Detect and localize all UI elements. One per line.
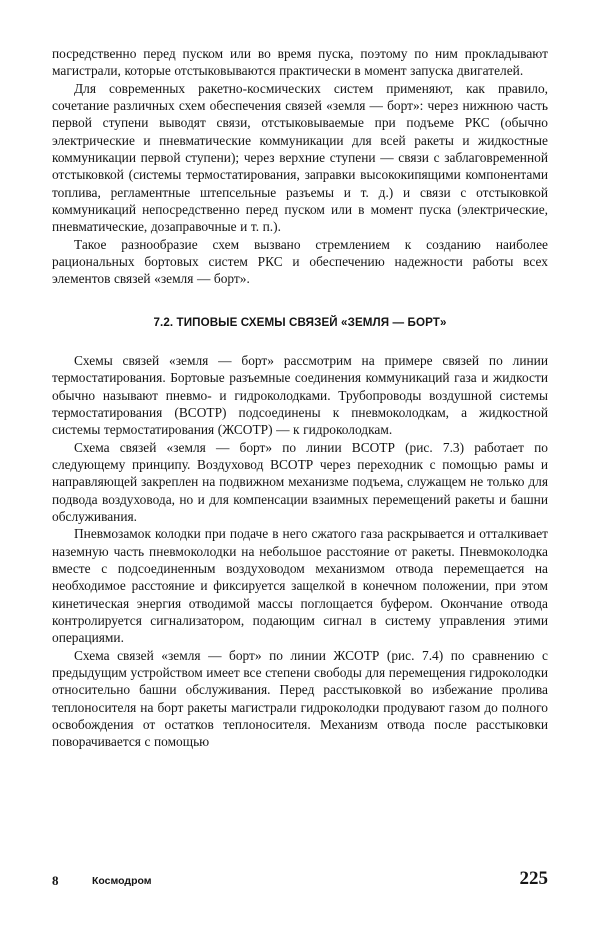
page-footer: [52, 868, 548, 892]
signature-number: 8: [52, 873, 59, 888]
paragraph-3: Такое разнообразие схем вызвано стремлением к созданию наиболее рациональных бортовых систем РКС и обеспечению надежности работы всех элементов связей «земля — борт».: [52, 236, 548, 287]
section-heading: 7.2. ТИПОВЫЕ СХЕМЫ СВЯЗЕЙ «ЗЕМЛЯ — БОРТ»: [153, 315, 447, 329]
paragraph-2: Для современных ракетно-космических систем применяют, как правило, сочетание различных схем обеспечения связей «земля — борт»: через нижнюю часть первой ступени выводят связи, отстыковываемые при подъеме РКС (обычно электрические и пневматические коммуникации для всей ракеты и жидкостные коммуникации первой ступени); через верхние ступени — связи с заблаговременной отстыковкой (системы термостатирования, заправки высококипящими компонентами топлива, регламентные штепсельные разъемы и т. д.) и связи с отстыковкой коммуникаций непосредственно перед пуском или в момент пуска (электрические, пневматические, дозаправочные и т. п.).: [52, 80, 548, 235]
page-number: 225: [519, 868, 548, 889]
paragraph-7: Схема связей «земля — борт» по линии ЖСОТР (рис. 7.4) по сравнению с предыдущим устройством имеет все степени свободы для перемещения гидроколодки относительно башни обслуживания. Перед расстыковкой во избежание пролива теплоносителя на борт ракеты магистрали гидроколодки продувают газом до полного освобождения от остатков теплоносителя. Механизм отвода после расстыковки поворачивается с помощью: [52, 647, 548, 750]
paragraph-1: посредственно перед пуском или во время пуска, поэтому по ним прокладывают магистрали, которые отстыковываются практически в момент запуска двигателей.: [52, 46, 548, 79]
paragraph-5: Схема связей «земля — борт» по линии ВСОТР (рис. 7.3) работает по следующему принципу. Воздуховод ВСОТР через переходник с помощью рамы и направляющей закреплен на подвижном механизме подъема, служащем не только для подвода воздуховода, но и для компенсации взаимных перемещений ракеты и башни обслуживания.: [52, 439, 548, 524]
page-text-block: [52, 45, 548, 751]
paragraph-4: Схемы связей «земля — борт» рассмотрим на примере связей по линии термостатирования. Бортовые разъемные соединения коммуникаций газа и жидкости обычно называют пневмо- и гидроколодками. Трубопроводы воздушной системы термостатирования (ВСОТР) подсоединены к пневмоколодкам, а жидкостной системы термостатирования (ЖСОТР) — к гидроколодкам.: [52, 352, 548, 438]
signature-label: Космодром: [92, 875, 152, 887]
paragraph-6: Пневмозамок колодки при подаче в него сжатого газа раскрывается и отталкивает наземную часть пневмоколодки на небольшое расстояние от ракеты. Пневмоколодка вместе с подсоединенным воздуховодом механизмом отвода перемещается на необходимое расстояние и фиксируется защелкой в конечном положении, при этом кинетическая энергия отводимой массы поглощается буфером. Окончание отвода контролируется сигнализатором, подающим сигнал в систему управления этими операциями.: [52, 526, 548, 646]
